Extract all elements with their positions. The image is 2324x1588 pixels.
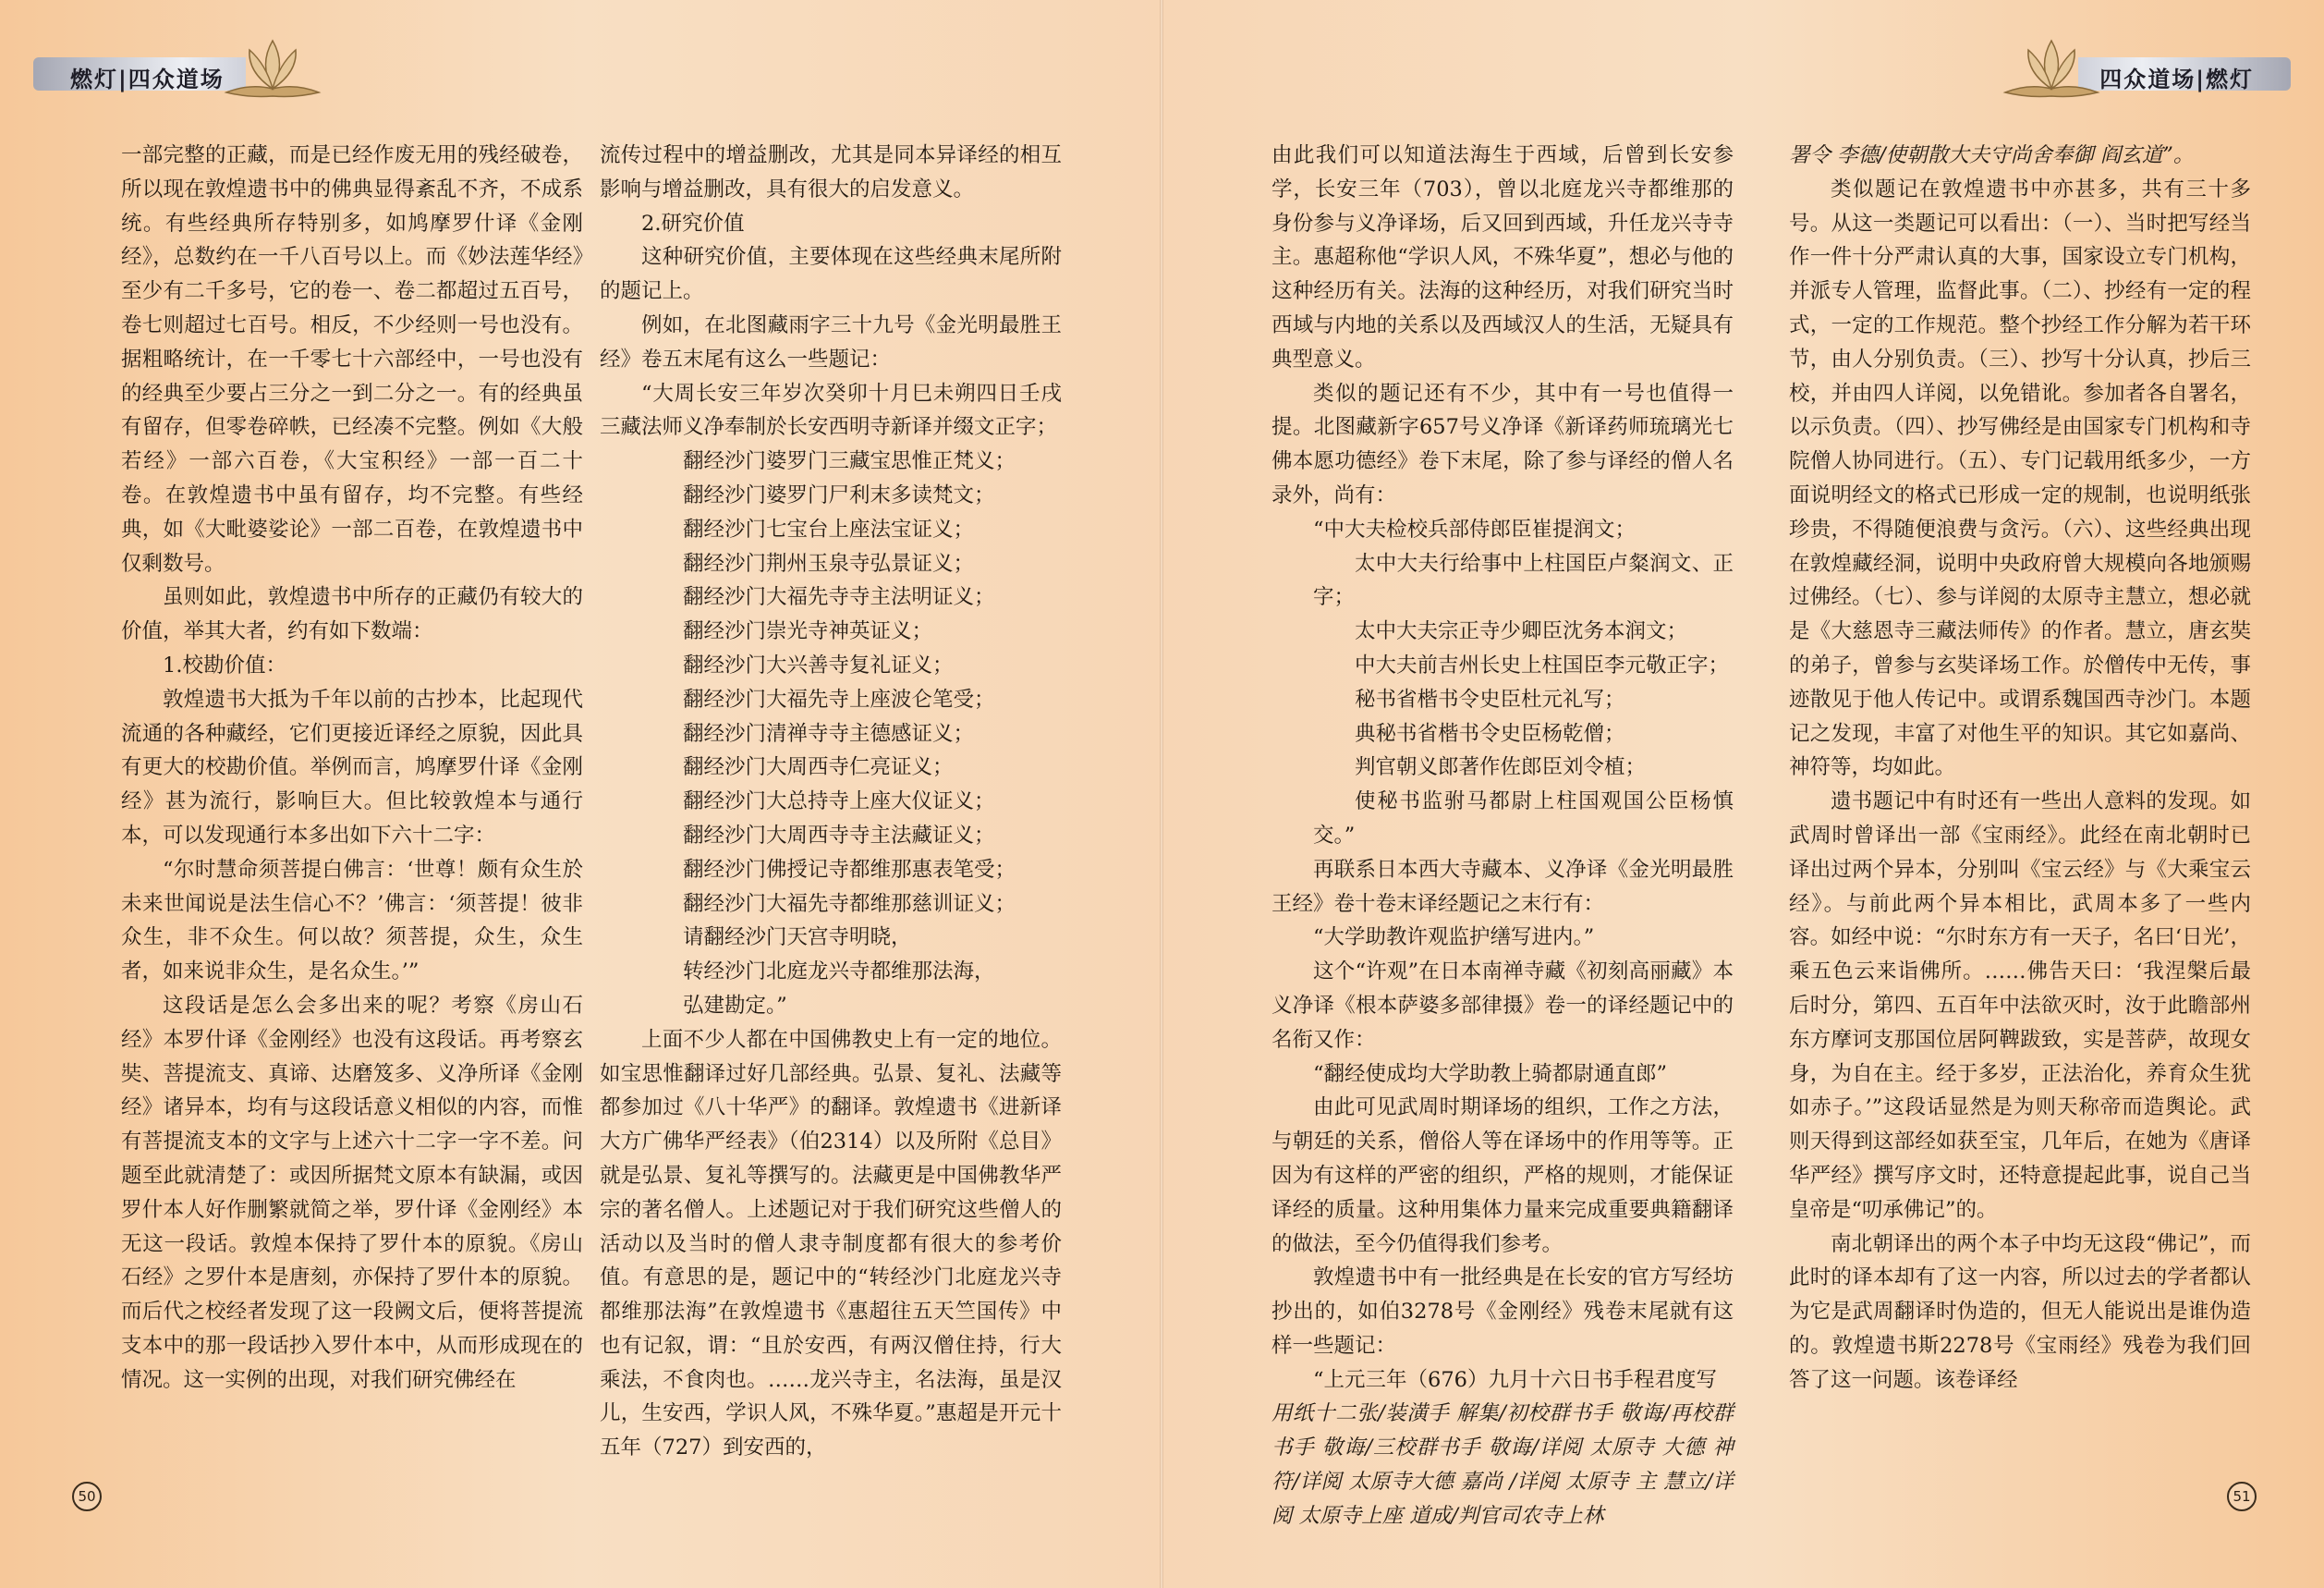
paragraph: 署令 李德/使朝散大夫守尚舍奉御 阎玄道”。 xyxy=(1789,143,2195,167)
page-number-left: 50 xyxy=(72,1482,102,1511)
text-column-2 xyxy=(600,139,1062,1465)
paragraph: 翻经沙门大兴善寺复礼证义； xyxy=(683,653,954,678)
paragraph: 遗书题记中有时还有一些出人意料的发现。如武周时曾译出一部《宝雨经》。此经在南北朝时已译出过两个异本，分别叫《宝云经》与《大乘宝云经》。与前此两个异本相比，武周本多了一些内容。如经中说：“尔时东方有一天子，名曰‘日光’，乘五色云来诣佛所。……佛告天曰：‘我涅槃后最后时分，第四、五百年中法欲灭时，汝于此瞻部州东方摩诃支那国位居阿鞞跋致，实是菩萨，故现女身，为自在主。经于多岁，正法治化，养育众生犹如赤子。’”这段话显然是为则天称帝而造舆论。武则天得到这部经如获至宝，几年后，在她为《唐译华严经》撰写序文时，还特意提起此事，说自己当皇帝是“叨承佛记”的。 xyxy=(1789,789,2251,1222)
running-head-right: 四众道场|燃灯 xyxy=(2099,67,2254,92)
paragraph: 翻经沙门大总持寺上座大仪证义； xyxy=(683,789,995,814)
paragraph: 翻经沙门婆罗门尸利末多读梵文； xyxy=(683,483,995,507)
paragraph: 翻经沙门大福先寺都维那慈训证义； xyxy=(683,891,1016,916)
paragraph: 类似的题记还有不少，其中有一号也值得一提。北图藏新字657号义净译《新译药师琉璃光七佛本愿功德经》卷下末尾，除了参与译经的僧人名录外，尚有： xyxy=(1272,381,1734,507)
paragraph: 2.研究价值 xyxy=(641,211,745,236)
paragraph: 敦煌遗书大抵为千年以前的古抄本，比起现代流通的各种藏经，它们更接近译经之原貌，因此具有更大的校勘价值。举例而言，鸠摩罗什译《金刚经》甚为流行，影响巨大。但比较敦煌本与通行本，可以发现通行本多出如下六十二字： xyxy=(121,687,583,848)
running-head-left: 燃灯|四众道场 xyxy=(70,67,225,92)
paragraph: “尔时慧命须菩提白佛言：‘世尊！颇有众生於未来世闻说是法生信心不？’佛言：‘须菩提！彼非众生，非不众生。何以故？须菩提，众生，众生者，如来说非众生，是名众生。’” xyxy=(121,857,583,984)
paragraph: 翻经沙门大周西寺仁亮证义； xyxy=(683,755,954,780)
paragraph: 再联系日本西大寺藏本、义净译《金光明最胜王经》卷十卷末译经题记之末行有： xyxy=(1272,857,1734,916)
paragraph: 这个“许观”在日本南禅寺藏《初刻高丽藏》本义净译《根本萨婆多部律摄》卷一的译经题记中的名衔又作： xyxy=(1272,959,1734,1052)
paragraph: 秘书省楷书令史臣杜元礼写； xyxy=(1355,687,1625,712)
page-number-right: 51 xyxy=(2227,1482,2257,1511)
header-bar-right xyxy=(2078,57,2291,91)
paragraph: 判官朝义郎著作佐郎臣刘令植； xyxy=(1355,755,1647,780)
right-page xyxy=(1162,0,2324,1588)
paragraph: 由此可见武周时期译场的组织，工作之方法，与朝廷的关系，僧俗人等在译场中的作用等等。正因为有这样的严密的组织，严格的规则，才能保证译经的质量。这种用集体力量来完成重要典籍翻译的做法，至今仍值得我们参考。 xyxy=(1272,1095,1734,1256)
paragraph: 类似题记在敦煌遗书中亦甚多，共有三十多号。从这一类题记可以看出：（一）、当时把写经当作一件十分严肃认真的大事，国家设立专门机构，并派专人管理，监督此事。（二）、抄经有一定的程式，一定的工作规范。整个抄经工作分解为若干环节，由人分别负责。（三）、抄写十分认真，抄后三校，并由四人详阅，以免错讹。参加者各自署名，以示负责。（四）、抄写佛经是由国家专门机构和寺院僧人协同进行。（五）、专门记载用纸多少，一方面说明经文的格式已形成一定的规制，也说明纸张珍贵，不得随便浪费与贪污。（六）、这些经典出现在敦煌藏经洞，说明中央政府曾大规模向各地颁赐过佛经。（七）、参与详阅的太原寺主慧立，想必就是《大慈恩寺三藏法师传》的作者。慧立，唐玄奘的弟子，曾参与玄奘译场工作。於僧传中无传，事迹散见于他人传记中。或谓系魏国西寺沙门。本题记之发现，丰富了对他生平的知识。其它如嘉尚、神符等，均如此。 xyxy=(1789,177,2251,780)
paragraph: 典秘书省楷书令史臣杨乾僧； xyxy=(1355,721,1625,746)
paragraph: “大周长安三年岁次癸卯十月巳未朔四日壬戌三藏法师义净奉制於长安西明寺新译并缀文正字； xyxy=(600,381,1062,440)
paragraph: “大学助教许观监护缮写进内。” xyxy=(1313,925,1595,950)
header-bar-left xyxy=(33,57,246,91)
paragraph: 1.校勘价值： xyxy=(163,653,286,678)
paragraph: 太中大夫行给事中上柱国臣卢粲润文、正字； xyxy=(1313,551,1734,610)
paragraph: 流传过程中的增益删改，尤其是同本异译经的相互影响与增益删改，具有很大的启发意义。 xyxy=(600,143,1062,202)
paragraph: 翻经沙门大周西寺寺主法藏证义； xyxy=(683,823,995,848)
paragraph: 太中大夫宗正寺少卿臣沈务本润文； xyxy=(1355,619,1688,644)
paragraph: 用纸十二张/装潢手 解集/初校群书手 敬诲/再校群书手 敬诲/三校群书手 敬诲/详阅 太原寺 大德 神符/详阅 太原寺大德 嘉尚 /详阅 太原寺 主 慧立/详阅 太原寺上座 道成/判官司农寺上林 xyxy=(1272,1401,1734,1528)
paragraph: “翻经使成均大学助教上骑都尉通直郎” xyxy=(1313,1061,1668,1086)
text-column-4 xyxy=(1789,139,2251,1397)
paragraph: 这种研究价值，主要体现在这些经典末尾所附的题记上。 xyxy=(600,245,1062,304)
paragraph: 翻经沙门大福先寺寺主法明证义； xyxy=(683,585,995,610)
paragraph: 弘建勘定。” xyxy=(683,993,787,1018)
paragraph: 翻经沙门佛授记寺都维那惠表笔受； xyxy=(683,857,1016,882)
text-column-1 xyxy=(121,139,583,1397)
paragraph: 敦煌遗书中有一批经典是在长安的官方写经坊抄出的，如伯3278号《金刚经》残卷末尾就有这样一些题记： xyxy=(1272,1265,1734,1358)
paragraph: 翻经沙门荆州玉泉寺弘景证义； xyxy=(683,551,975,576)
paragraph: “上元三年（676）九月十六日书手程君度写 xyxy=(1313,1367,1717,1392)
paragraph: 例如，在北图藏雨字三十九号《金光明最胜王经》卷五末尾有这么一些题记： xyxy=(600,312,1062,372)
paragraph: 翻经沙门大福先寺上座波仑笔受； xyxy=(683,687,995,712)
lotus-ornament-icon xyxy=(222,28,323,102)
paragraph: 转经沙门北庭龙兴寺都维那法海， xyxy=(683,959,995,984)
text-column-3 xyxy=(1272,139,1734,1533)
paragraph: “中大夫检校兵部侍郎臣崔提润文； xyxy=(1313,517,1637,542)
paragraph: 虽则如此，敦煌遗书中所存的正藏仍有较大的价值，举其大者，约有如下数端： xyxy=(121,585,583,644)
paragraph: 这段话是怎么会多出来的呢？考察《房山石经》本罗什译《金刚经》也没有这段话。再考察玄奘、菩提流支、真谛、达磨笈多、义净所译《金刚经》诸异本，均有与这段话意义相似的内容，而惟有菩提流支本的文字与上述六十二字一字不差。问题至此就清楚了：或因所据梵文原本有缺漏，或因罗什本人好作删繁就简之举，罗什译《金刚经》本无这一段话。敦煌本保持了罗什本的原貌。《房山石经》之罗什本是唐刻，亦保持了罗什本的原貌。而后代之校经者发现了这一段阙文后，便将菩提流支本中的那一段话抄入罗什本中，从而形成现在的情况。这一实例的出现，对我们研究佛经在 xyxy=(121,993,583,1392)
paragraph: 中大夫前吉州长史上柱国臣李元敬正字； xyxy=(1355,653,1730,678)
paragraph: 南北朝译出的两个本子中均无这段“佛记”，而此时的译本却有了这一内容，所以过去的学者都认为它是武周翻译时伪造的，但无人能说出是谁伪造的。敦煌遗书斯2278号《宝雨经》残卷为我们回答了这一问题。该卷译经 xyxy=(1789,1231,2251,1392)
paragraph: 翻经沙门崇光寺神英证义； xyxy=(683,619,933,644)
paragraph: 翻经沙门婆罗门三藏宝思惟正梵义； xyxy=(683,449,1016,474)
paragraph: 使秘书监驸马都尉上柱国观国公臣杨慎交。” xyxy=(1313,789,1734,848)
paragraph: 由此我们可以知道法海生于西域，后曾到长安参学，长安三年（703），曾以北庭龙兴寺都维那的身份参与义净译场，后又回到西域，升任龙兴寺寺主。惠超称他“学识人风，不殊华夏”，想必与他的这种经历有关。法海的这种经历，对我们研究当时西域与内地的关系以及西域汉人的生活，无疑具有典型意义。 xyxy=(1272,143,1734,372)
paragraph: 一部完整的正藏，而是已经作废无用的残经破卷，所以现在敦煌遗书中的佛典显得紊乱不齐，不成系统。有些经典所存特别多，如鸠摩罗什译《金刚经》，总数约在一千八百号以上。而《妙法莲华经》至少有二千多号，它的卷一、卷二都超过五百号，卷七则超过七百号。相反，不少经则一号也没有。据粗略统计，在一千零七十六部经中，一号也没有的经典至少要占三分之一到二分之一。有的经典虽有留存，但零卷碎帙，已经凑不完整。例如《大般若经》一部六百卷，《大宝积经》一部一百二十卷。在敦煌遗书中虽有留存，均不完整。有些经典，如《大毗婆娑论》一部二百卷，在敦煌遗书中仅剩数号。 xyxy=(121,143,583,576)
paragraph: 请翻经沙门天宫寺明晓， xyxy=(683,925,912,950)
paragraph: 翻经沙门清禅寺寺主德感证义； xyxy=(683,721,975,746)
paragraph: 上面不少人都在中国佛教史上有一定的地位。如宝思惟翻译过好几部经典。弘景、复礼、法藏等都参加过《八十华严》的翻译。敦煌遗书《进新译大方广佛华严经表》（伯2314）以及所附《总目》就是弘景、复礼等撰写的。法藏更是中国佛教华严宗的著名僧人。上述题记对于我们研究这些僧人的活动以及当时的僧人隶寺制度都有很大的参考价值。有意思的是，题记中的“转经沙门北庭龙兴寺都维那法海”在敦煌遗书《惠超往五天竺国传》中也有记叙，谓：“且於安西，有两汉僧住持，行大乘法，不食肉也。……龙兴寺主，名法海，虽是汉儿，生安西，学识人风，不殊华夏。”惠超是开元十五年（727）到安西的， xyxy=(600,1027,1062,1460)
paragraph: 翻经沙门七宝台上座法宝证义； xyxy=(683,517,975,542)
lotus-ornament-icon xyxy=(2001,28,2102,102)
